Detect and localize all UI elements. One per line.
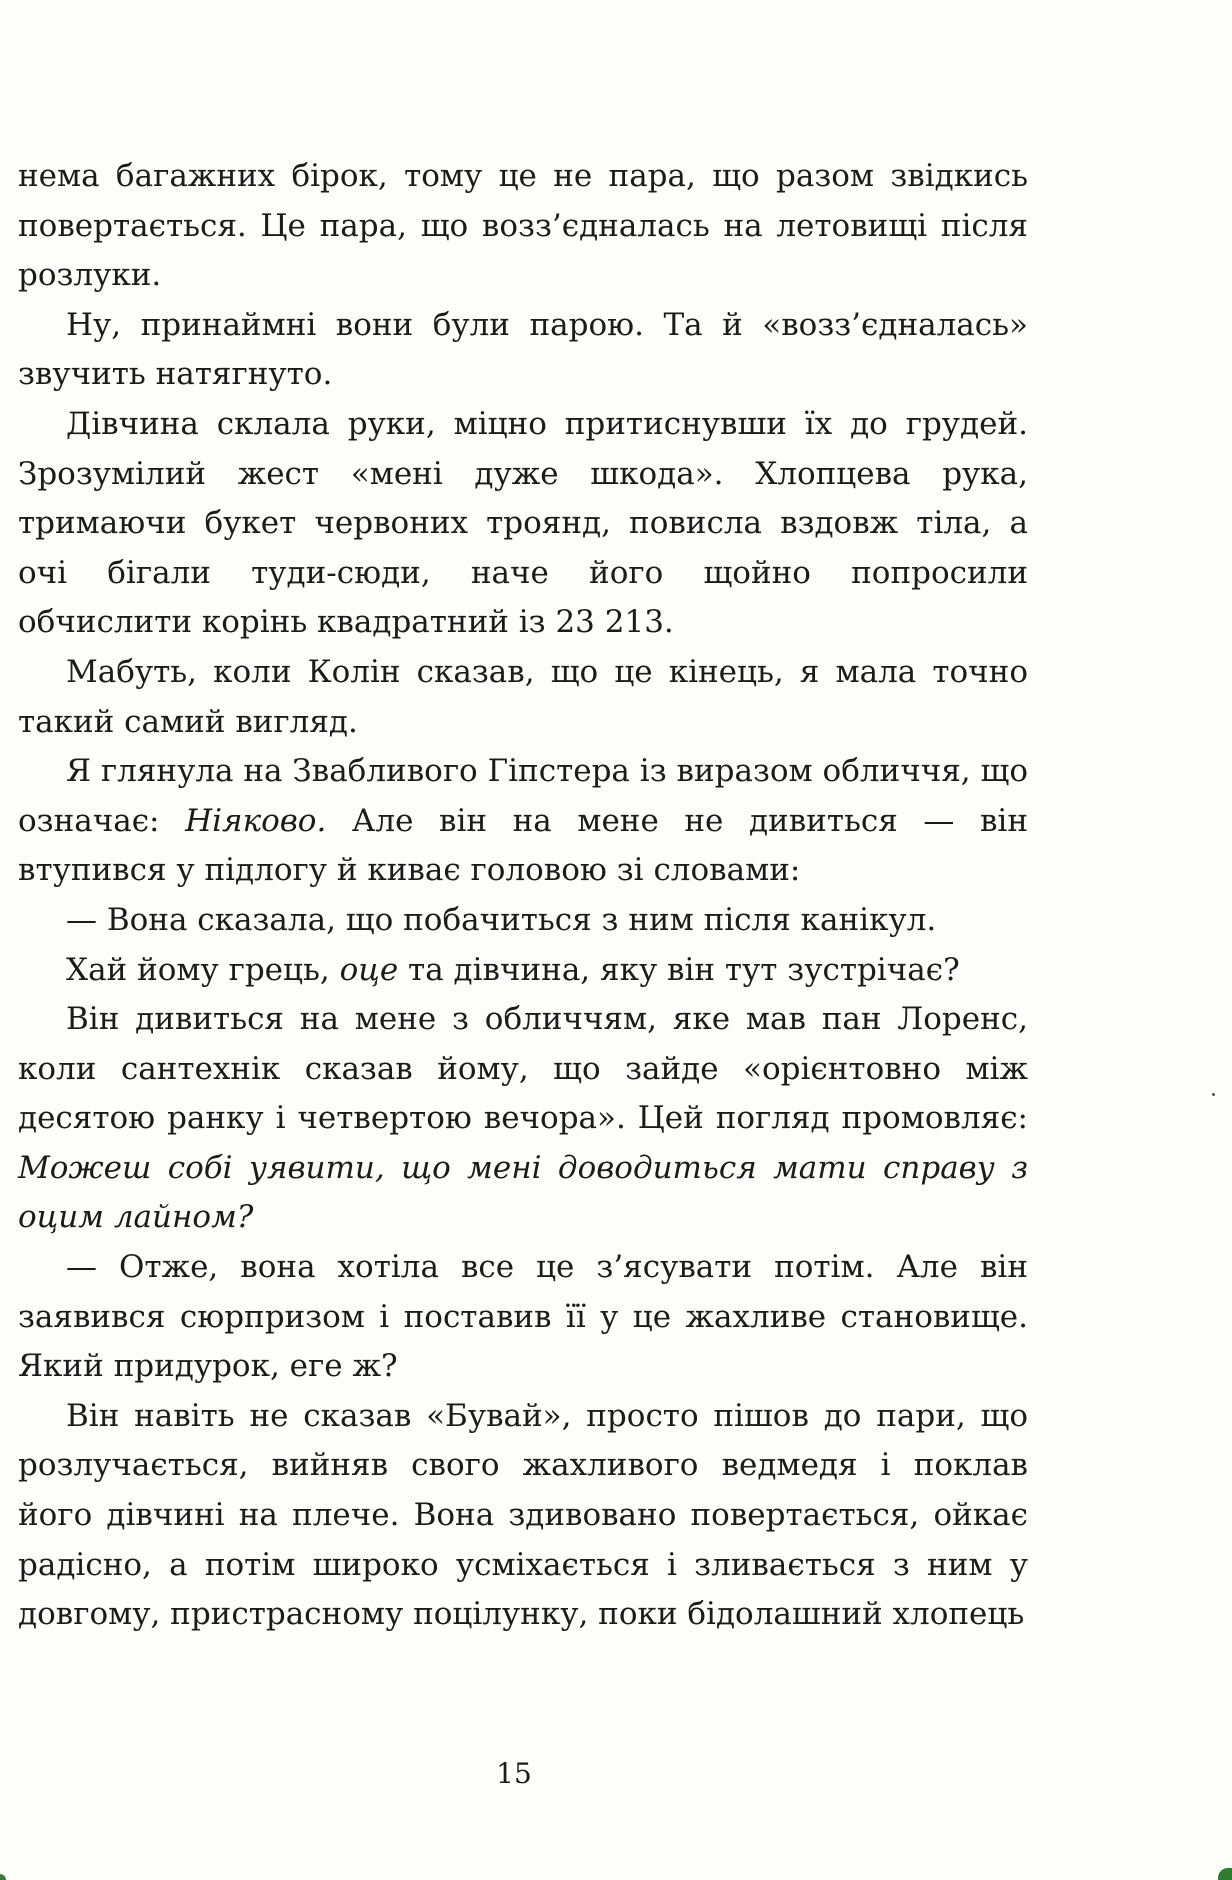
paragraph bbox=[18, 946, 1028, 996]
body-text bbox=[18, 152, 1028, 1640]
text-run: Я глянула на Звабливого Гіпстера із виразом обличчя, що означає: bbox=[18, 753, 1028, 839]
scan-speck bbox=[1212, 1093, 1215, 1096]
corner-leaf-decoration bbox=[1218, 1868, 1232, 1880]
paragraph bbox=[18, 1392, 1028, 1640]
text-run: та дівчина, яку він тут зустрічає? bbox=[398, 951, 960, 988]
paragraph bbox=[18, 1243, 1028, 1392]
corner-dot-decoration bbox=[0, 1874, 6, 1880]
text-run: Він дивиться на мене з обличчям, яке мав пан Лоренс, коли сантехнік сказав йому, що зайде «орієнтовно між десятою ранку і четвертою вечора». Цей погляд промовляє: bbox=[18, 1001, 1028, 1137]
italic-text: оце bbox=[339, 951, 399, 988]
italic-text: Ніяково. bbox=[185, 802, 327, 839]
paragraph bbox=[18, 400, 1028, 648]
italic-text: Можеш собі уявити, що мені доводиться мати справу з оцим лайном? bbox=[18, 1149, 1028, 1236]
text-run: Дівчина склала руки, міцно притиснувши їх до грудей. Зрозумілий жест «мені дуже шкода». Хлопцева рука, тримаючи букет червоних троянд, повисла вздовж тіла, а очі бігали туди-сюди, наче його щойно попросили обчислити корінь квадратний із 23 213. bbox=[18, 405, 1028, 641]
text-run: Ну, принаймні вони були парою. Та й «возз’єдналась» звучить натягнуто. bbox=[18, 306, 1028, 393]
text-run: Він навіть не сказав «Бувай», просто пішов до пари, що розлучається, вийняв свого жахливого ведмедя і поклав його дівчині на плече. Вона здивовано повертається, ойкає радісно, а потім широко усміхається і зливається з ним у довгому, пристрасному поцілунку, поки бідолашний хлопець bbox=[18, 1397, 1028, 1633]
paragraph bbox=[18, 152, 1028, 301]
paragraph bbox=[18, 747, 1028, 896]
page-number: 15 bbox=[496, 1757, 532, 1790]
text-run: — Отже, вона хотіла все це з’ясувати потім. Але він заявився сюрпризом і поставив її у це жахливе становище. Який придурок, еге ж? bbox=[18, 1249, 1028, 1385]
text-run: — Вона сказала, що побачиться з ним після канікул. bbox=[66, 901, 937, 938]
paragraph bbox=[18, 648, 1028, 747]
text-run: нема багажних бірок, тому це не пара, що разом звідкись повертається. Це пара, що возз’єдналась на летовищі після розлуки. bbox=[18, 158, 1028, 294]
text-run: Хай йому грець, bbox=[66, 951, 340, 988]
paragraph bbox=[18, 896, 1028, 946]
text-run: Мабуть, коли Колін сказав, що це кінець, я мала точно такий самий вигляд. bbox=[18, 653, 1028, 740]
paragraph bbox=[18, 995, 1028, 1243]
text-run: Але він на мене не дивиться — він втупився у підлогу й киває головою зі словами: bbox=[18, 802, 1028, 889]
paragraph bbox=[18, 301, 1028, 400]
